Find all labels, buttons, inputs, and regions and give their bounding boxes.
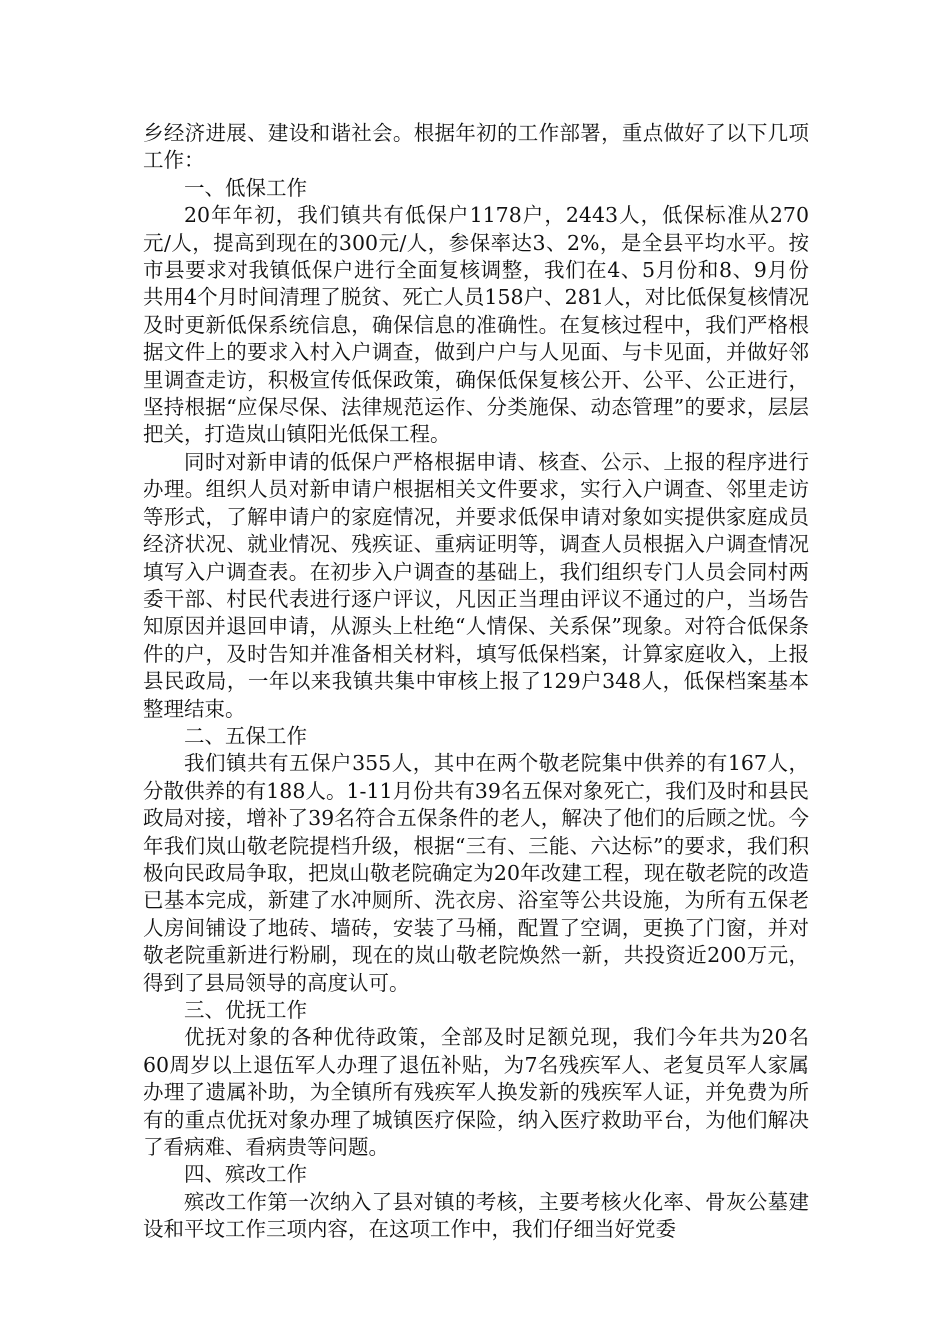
section-heading-five-guarantees: 二、五保工作 (184, 723, 307, 748)
document-page (143, 120, 809, 1244)
paragraph-preferential-care: 优抚对象的各种优待政策，全部及时足额兑现，我们今年共为20名60周岁以上退伍军人办理了退伍补贴，为7名残疾军人、老复员军人家属办理了遗属补助，为全镇所有残疾军人换发新的残疾军人证，并免费为所有的重点优抚对象办理了城镇医疗保险，纳入医疗救助平台，为他们解决了看病难、看病贵等问题。 (143, 1025, 809, 1160)
section-heading-funeral-reform: 四、殡改工作 (184, 1162, 307, 1187)
paragraph-five-guarantees: 我们镇共有五保户355人，其中在两个敬老院集中供养的有167人，分散供养的有188人。1-11月份共有39名五保对象死亡，我们及时和县民政局对接，增补了39名符合五保条件的老人，解决了他们的后顾之忧。今年我们岚山敬老院提档升级，根据“三有、三能、六达标”的要求，我们积极向民政局争取，把岚山敬老院确定为20年改建工程，现在敬老院的改造已基本完成，新建了水冲厕所、洗衣房、浴室等公共设施，为所有五保老人房间铺设了地砖、墙砖，安装了马桶，配置了空调，更换了门窗，并对敬老院重新进行粉刷，现在的岚山敬老院焕然一新，共投资近200万元，得到了县局领导的高度认可。 (143, 751, 809, 995)
paragraph-funeral-reform: 殡改工作第一次纳入了县对镇的考核，主要考核火化率、骨灰公墓建设和平坟工作三项内容，在这项工作中，我们仔细当好党委 (143, 1189, 809, 1242)
paragraph-low-income-review: 20年年初，我们镇共有低保户1178户，2443人，低保标准从270元/人，提高到现在的300元/人，参保率达3、2%，是全县平均水平。按市县要求对我镇低保户进行全面复核调整，我们在4、5月份和8、9月份共用4个月时间清理了脱贫、死亡人员158户、281人，对比低保复核情况及时更新低保系统信息，确保信息的准确性。在复核过程中，我们严格根据文件上的要求入村入户调查，做到户户与人见面、与卡见面，并做好邻里调查走访，积极宣传低保政策，确保低保复核公开、公平、公正进行，坚持根据“应保尽保、法律规范运作、分类施保、动态管理”的要求，层层把关，打造岚山镇阳光低保工程。 (143, 203, 809, 447)
paragraph-low-income-applications: 同时对新申请的低保户严格根据申请、核查、公示、上报的程序进行办理。组织人员对新申请户根据相关文件要求，实行入户调查、邻里走访等形式，了解申请户的家庭情况，并要求低保申请对象如实提供家庭成员经济状况、就业情况、残疾证、重病证明等，调查人员根据入户调查情况填写入户调查表。在初步入户调查的基础上，我们组织专门人员会同村两委干部、村民代表进行逐户评议，凡因正当理由评议不通过的户，当场告知原因并退回申请，从源头上杜绝“人情保、关系保”现象。对符合低保条件的户，及时告知并准备相关材料，填写低保档案，计算家庭收入，上报县民政局，一年以来我镇共集中审核上报了129户348人，低保档案基本整理结束。 (143, 449, 809, 721)
section-heading-low-income: 一、低保工作 (184, 175, 307, 200)
section-heading-preferential-care: 三、优抚工作 (184, 998, 307, 1022)
paragraph-intro-continuation: 乡经济进展、建设和谐社会。根据年初的工作部署，重点做好了以下几项工作： (143, 121, 809, 173)
